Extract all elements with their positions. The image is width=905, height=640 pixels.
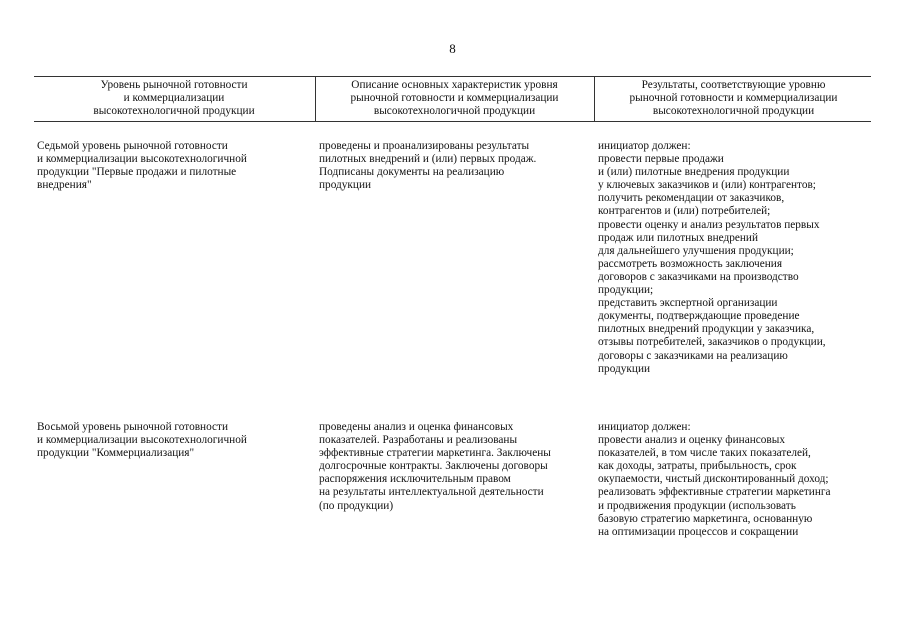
row-7-description-cell: проведены и проанализированы результаты пилотных внедрений и (или) первых продаж. Подписаны документы на реализацию продукции	[319, 140, 537, 192]
column-header-level: Уровень рыночной готовности и коммерциализации высокотехнологичной продукции	[93, 79, 255, 118]
row-8-level-cell: Восьмой уровень рыночной готовности и коммерциализации высокотехнологичной продукции "Коммерциализация"	[37, 421, 247, 460]
column-header-results: Результаты, соответствующие уровню рыночной готовности и коммерциализации высокотехнологичной продукции	[629, 79, 838, 118]
table-top-rule	[34, 76, 871, 77]
page-number: 8	[449, 41, 456, 56]
row-7-level-cell: Седьмой уровень рыночной готовности и коммерциализации высокотехнологичной продукции "Первые продажи и пилотные внедрения"	[37, 140, 247, 192]
row-7-results-cell: инициатор должен: провести первые продажи и (или) пилотные внедрения продукции у ключевых заказчиков и (или) контрагентов; получить рекомендации от заказчиков, контрагентов и (или) потребителей; провести оценку и анализ результатов первых продаж или пилотных внедрений для дальнейшего улучшения продукции; рассмотреть возможность заключения договоров с заказчиками на производство продукции; представить экспертной организации документы, подтверждающие проведение пилотных внедрений продукции у заказчика, отзывы потребителей, заказчиков о продукции, договоры с заказчиками на реализацию продукции	[598, 140, 826, 375]
column-separator	[315, 76, 316, 121]
table-header-bottom-rule	[34, 121, 871, 122]
row-8-results-cell: инициатор должен: провести анализ и оценку финансовых показателей, в том числе таких показателей, как доходы, затраты, прибыльность, срок окупаемости, чистый дисконтированный доход; реализовать эффективные стратегии маркетинга и продвижения продукции (использовать базовую стратегию маркетинга, основанную на оптимизации процессов и сокращении	[598, 421, 831, 538]
row-8-description-cell: проведены анализ и оценка финансовых показателей. Разработаны и реализованы эффективные стратегии маркетинга. Заключены долгосрочные контракты. Заключены договоры распоряжения исключительным правом на результаты интеллектуальной деятельности (по продукции)	[319, 421, 551, 512]
column-header-description: Описание основных характеристик уровня рыночной готовности и коммерциализации высокотехнологичной продукции	[350, 79, 559, 118]
column-separator	[594, 76, 595, 121]
